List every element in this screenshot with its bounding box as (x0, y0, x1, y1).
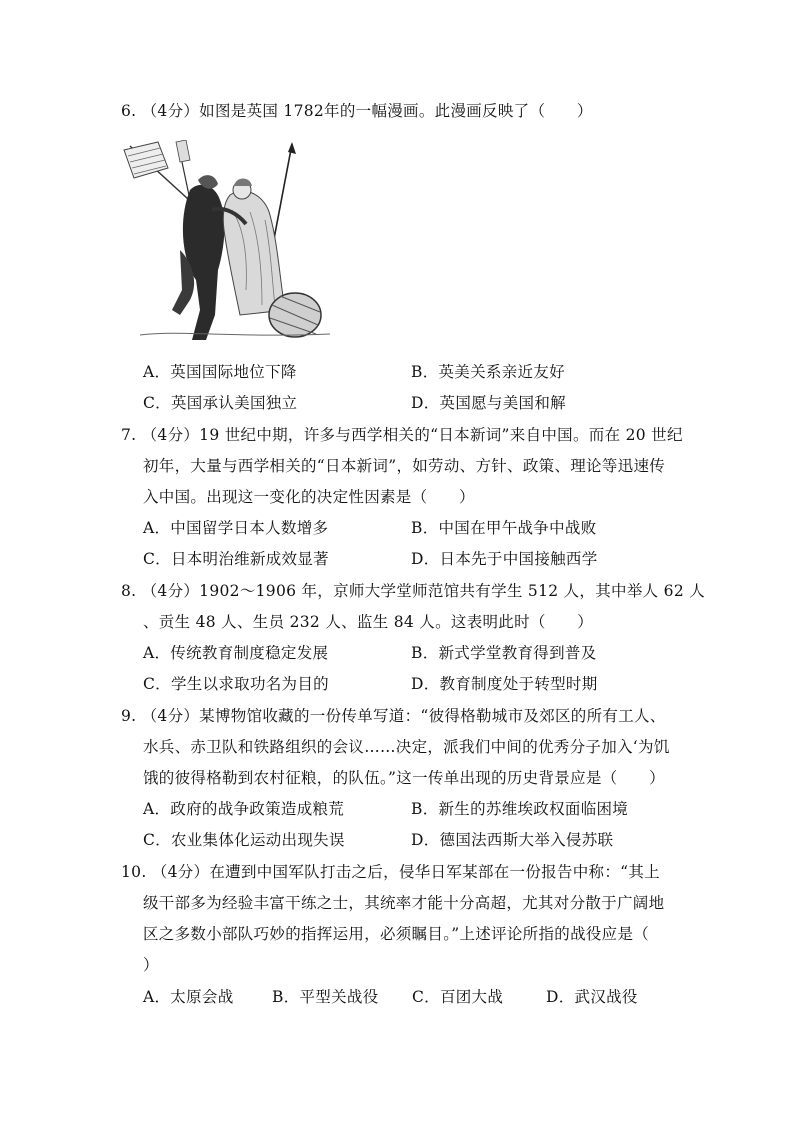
question-10-option-a: A．太原会战 (143, 988, 234, 1006)
question-9-line-2: 水兵、赤卫队和铁路组织的会议……决定，派我们中间的优秀分子加入‘为饥 (143, 738, 670, 756)
question-7-line-3: 入中国。出现这一变化的决定性因素是（ ） (143, 488, 475, 506)
political-cartoon-image (120, 140, 335, 345)
question-9-option-d: D．德国法西斯大举入侵苏联 (411, 831, 614, 849)
question-7-option-c: C．日本明治维新成效显著 (143, 550, 329, 568)
question-9-option-a: A．政府的战争政策造成粮荒 (143, 800, 345, 818)
question-10-line-1: 10. （4分）在遭到中国军队打击之后，侵华日军某部在一份报告中称：“其上 (121, 863, 660, 881)
question-6-option-d: D．英国愿与美国和解 (411, 394, 566, 412)
question-10-line-4: ） (143, 956, 159, 974)
question-9-line-1: 9. （4分）某博物馆收藏的一份传单写道：“彼得格勒城市及郊区的所有工人、 (121, 707, 666, 725)
question-7-option-b: B．中国在甲午战争中战败 (411, 519, 597, 537)
question-7-option-d: D．日本先于中国接触西学 (411, 550, 598, 568)
question-9-line-3: 饿的彼得格勒到农村征粮，的队伍。”这一传单出现的历史背景应是（ ） (143, 769, 665, 787)
question-8-line-2: 、贡生 48 人、生员 232 人、监生 84 人。这表明此时（ ） (143, 613, 594, 631)
question-10-option-d: D．武汉战役 (546, 988, 638, 1006)
question-8-option-b: B．新式学堂教育得到普及 (411, 644, 597, 662)
question-10-line-2: 级干部多为经验丰富干练之士，其统率才能十分高超，尤其对分散于广阔地 (143, 894, 665, 912)
question-6-stem: 6. （4分）如图是英国 1782年的一幅漫画。此漫画反映了（ ） (121, 102, 593, 120)
question-6-option-c: C．英国承认美国独立 (143, 394, 298, 412)
question-8-option-c: C．学生以求取功名为目的 (143, 675, 329, 693)
question-7-line-1: 7. （4分）19 世纪中期，许多与西学相关的“日本新词”来自中国。而在 20 世纪 (121, 426, 683, 444)
question-7-line-2: 初年，大量与西学相关的“日本新词”，如劳动、方针、政策、理论等迅速传 (143, 457, 666, 475)
question-9-option-c: C．农业集体化运动出现失误 (143, 831, 345, 849)
question-8-option-a: A．传统教育制度稳定发展 (143, 644, 329, 662)
question-6-option-b: B．英美关系亲近友好 (411, 363, 565, 381)
question-6-option-a: A．英国国际地位下降 (143, 363, 297, 381)
question-8-option-d: D．教育制度处于转型时期 (411, 675, 598, 693)
question-7-option-a: A．中国留学日本人数增多 (143, 519, 329, 537)
question-8-line-1: 8. （4分）1902～1906 年，京师大学堂师范馆共有学生 512 人，其中举人 62 人 (121, 582, 706, 600)
question-10-line-3: 区之多数小部队巧妙的指挥运用，必须瞩目。”上述评论所指的战役应是（ (143, 925, 650, 943)
question-10-option-c: C．百团大战 (412, 988, 504, 1006)
question-9-option-b: B．新生的苏维埃政权面临困境 (411, 800, 629, 818)
question-10-option-b: B．平型关战役 (272, 988, 379, 1006)
